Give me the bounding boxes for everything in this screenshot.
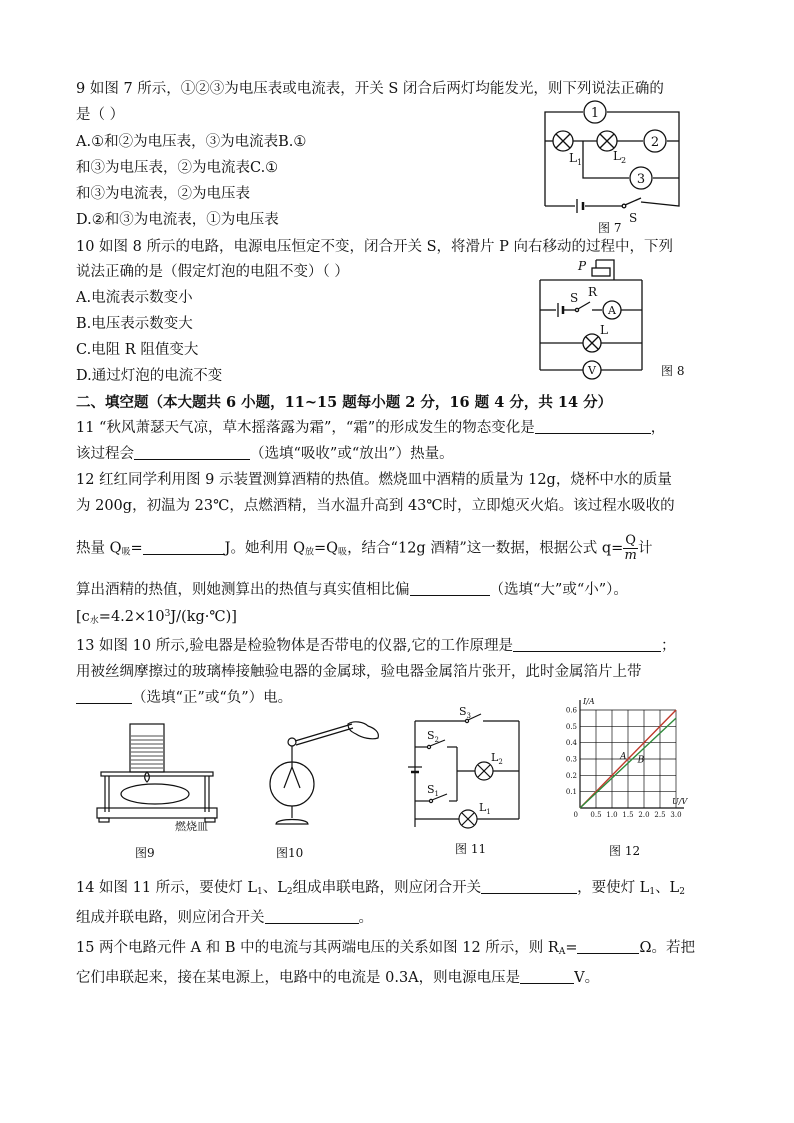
q14-blank-2[interactable]	[265, 909, 359, 924]
q15-blank-1[interactable]	[577, 939, 639, 954]
figure-11-caption: 图 11	[455, 842, 487, 856]
burner-dish-label: 燃烧皿	[175, 820, 208, 833]
q12-blank-2[interactable]	[410, 581, 490, 596]
q13-blank-2[interactable]	[76, 689, 132, 704]
chart-xlabel: U/V	[672, 797, 688, 806]
lamp-l1-label: $L_1$	[479, 801, 491, 816]
q9-line1: 9 如图 7 所示，①②③为电压表或电流表，开关 S 闭合后两灯均能发光，则下列说法正确的	[76, 81, 664, 97]
figure-10-caption: 图10	[276, 846, 304, 860]
x-tick-label: 1.0	[606, 811, 618, 819]
ammeter-label: A	[608, 304, 616, 317]
origin-label: 0	[573, 811, 578, 819]
q10-option-d: D.通过灯泡的电流不变	[76, 368, 223, 384]
q14-line2: 组成并联电路，则应闭合开关 。	[76, 910, 373, 926]
voltmeter-label: V	[588, 364, 596, 377]
q12-line5: $[c_水=4.2\times 10^3J/(kg\cdot℃)]$	[76, 609, 237, 626]
x-tick-label: 1.5	[622, 811, 634, 819]
y-tick-label: 0.3	[565, 755, 577, 764]
switch-s3-label: $S_3$	[459, 705, 472, 720]
switch-s-label: S	[629, 211, 638, 225]
figure-8-circuit	[538, 258, 658, 383]
meter-3-label: 3	[636, 172, 646, 187]
lamp-l1-label: $L_1$	[569, 151, 583, 167]
figure-8-caption: 图 8	[661, 364, 685, 378]
q12-line1: 12 红红同学利用图 9 示装置测算酒精的热值。燃烧皿中酒精的质量为 12g，烧杯中水的质量	[76, 472, 672, 488]
q9-line2: 是（ ）	[76, 107, 125, 123]
q14-blank-1[interactable]	[481, 879, 577, 894]
q10-line2: 说法正确的是（假定灯泡的电阻不变）（ ）	[76, 264, 349, 280]
switch-s-label: S	[570, 291, 579, 305]
q10-line1: 10 如图 8 所示的电路，电源电压恒定不变，闭合开关 S，将滑片 P 向右移动的过程中，下列	[76, 239, 674, 255]
q11-blank-2[interactable]	[134, 445, 250, 460]
section-2-heading: 二、填空题（本大题共 6 小题，11~15 题每小题 2 分，16 题 4 分，共 14 分）	[76, 394, 613, 411]
q13-line1: 13 如图 10 所示,验电器是检验物体是否带电的仪器,它的工作原理是 ；	[76, 638, 676, 654]
x-tick-label: 2.5	[654, 811, 666, 819]
q12-blank-1[interactable]	[143, 540, 225, 555]
q10-option-c: C.电阻 R 阻值变大	[76, 342, 199, 358]
q11-blank-1[interactable]	[535, 419, 651, 434]
slider-p-label: P	[578, 259, 587, 273]
q13-blank-1[interactable]	[513, 637, 661, 652]
q14-line1: 14 如图 11 所示，要使灯 $L_1$、$L_2$组成串联电路，则应闭合开关 ，要使灯 $L_1$、$L_2$	[76, 880, 685, 897]
series-b-label: B	[637, 755, 645, 766]
series-a-label: A	[620, 752, 627, 762]
figure-9-apparatus	[95, 722, 225, 832]
q13-line2: 用被丝绸摩擦过的玻璃棒接触验电器的金属球，验电器金属箔片张开，此时金属箔片上带	[76, 664, 642, 680]
q10-option-a: A.电流表示数变小	[76, 290, 193, 306]
q9-line3: A.①和②为电压表，③为电流表B.①	[76, 134, 307, 150]
q12-line4: 算出酒精的热值，则她测算出的热值与真实值相比偏 （选填“大”或“小”）。	[76, 582, 628, 598]
figure-10-electroscope	[262, 722, 392, 832]
figure-9-caption: 图9	[135, 846, 155, 860]
y-tick-label: 0.6	[565, 706, 577, 715]
figure-7-caption: 图 7	[598, 221, 622, 235]
q15-line2: 它们串联起来，接在某电源上，电路中的电流是 0.3A，则电源电压是 V。	[76, 970, 600, 986]
x-tick-label: 0.5	[590, 811, 602, 819]
y-tick-label: 0.2	[565, 771, 577, 780]
y-tick-label: 0.4	[565, 739, 577, 748]
switch-s1-label: $S_1$	[427, 783, 440, 798]
q15-line1: 15 两个电路元件 A 和 B 中的电流与其两端电压的关系如图 12 所示，则 $R_A= \Omega$。若把	[76, 940, 696, 957]
lamp-l-label: L	[600, 323, 608, 337]
q12-line3: 热量 $Q_吸= J$。她利用 $Q_放=Q_吸$，结合“12g 酒精”这一数据，根据公式 q= $\frac{Q}{m}$ 计	[76, 533, 653, 563]
meter-2-label: 2	[650, 135, 660, 150]
q10-option-b: B.电压表示数变大	[76, 316, 193, 332]
lamp-l2-label: $L_2$	[613, 149, 627, 165]
figure-12-caption: 图 12	[609, 844, 641, 858]
q11-line1: 11 “秋风萧瑟天气凉，草木摇落露为霜”，“霜”的形成发生的物态变化是 ，	[76, 420, 666, 436]
q9-line6: D.②和③为电流表，①为电压表	[76, 212, 279, 228]
y-tick-label: 0.5	[565, 722, 577, 731]
figure-11-circuit	[407, 705, 527, 825]
q11-line2: 该过程会 （选填“吸收”或“放出”）热量。	[76, 446, 454, 462]
q9-line4: 和③为电压表，②为电流表C.①	[76, 160, 279, 176]
x-tick-label: 2.0	[638, 811, 650, 819]
x-tick-label: 3.0	[670, 811, 682, 819]
chart-ylabel: I/A	[583, 697, 595, 706]
meter-1-label: 1	[590, 106, 600, 121]
figure-7-circuit	[535, 98, 705, 228]
lamp-l2-label: $L_2$	[491, 751, 503, 766]
q9-line5: 和③为电流表，②为电压表	[76, 186, 250, 202]
y-tick-label: 0.1	[565, 788, 577, 797]
resistor-r-label: R	[588, 285, 598, 299]
q15-blank-2[interactable]	[520, 969, 574, 984]
figure-12-chart	[560, 697, 688, 833]
q12-line2: 为 200g，初温为 23℃，点燃酒精，当水温升高到 43℃时，立即熄灭火焰。该过程水吸收的	[76, 498, 675, 514]
switch-s2-label: $S_2$	[427, 729, 440, 744]
q13-line3: （选填“正”或“负”）电。	[76, 688, 292, 708]
heat-value-formula: $\frac{Q}{m}$	[624, 533, 637, 563]
